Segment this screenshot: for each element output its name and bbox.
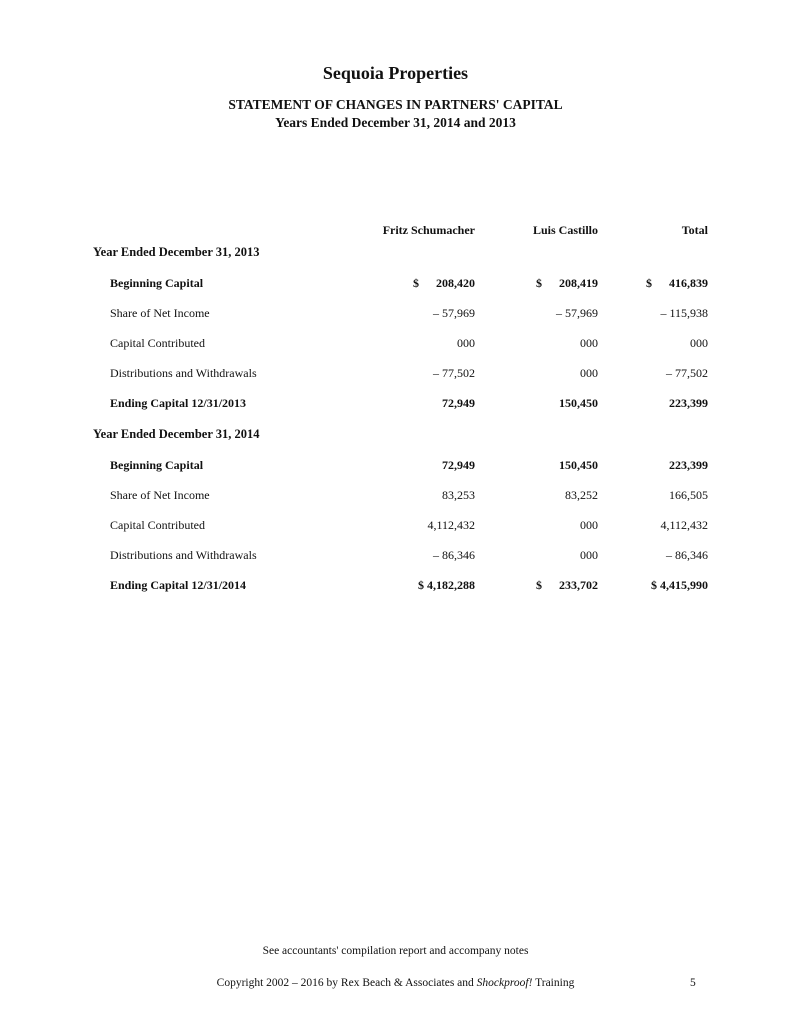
amount-cell [478, 396, 598, 411]
amount-cell [355, 396, 475, 411]
copyright-suffix: Training [532, 977, 575, 989]
amount-value: 223,399 [669, 396, 708, 410]
amount-cell [536, 276, 598, 291]
amount-value: 223,399 [669, 458, 708, 472]
statement-period: Years Ended December 31, 2014 and 2013 [275, 115, 516, 130]
amount-cell [478, 458, 598, 473]
amount-cell [588, 578, 708, 593]
amount-value: 208,419 [559, 276, 598, 290]
amount-cell [355, 548, 475, 563]
amount-value: – 57,969 [556, 306, 598, 320]
amount-cell [478, 306, 598, 321]
column-header-luis-castillo: Luis Castillo [532, 223, 598, 237]
amount-cell [478, 518, 598, 533]
section-title: Year Ended December 31, 2013 [93, 245, 260, 259]
amount-value: 000 [580, 336, 598, 350]
page-number: 5 [690, 977, 696, 989]
row-label: Distributions and Withdrawals [110, 548, 257, 562]
column-header-fritz-schumacher: Fritz Schumacher [382, 223, 475, 237]
row-label: Share of Net Income [110, 488, 210, 502]
amount-value: 83,252 [565, 488, 598, 502]
amount-cell [588, 306, 708, 321]
amount-cell [588, 518, 708, 533]
amount-cell [646, 276, 708, 291]
amount-value: 000 [457, 336, 475, 350]
amount-value: 150,450 [559, 458, 598, 472]
amount-value: – 86,346 [666, 548, 708, 562]
amount-cell [478, 488, 598, 503]
currency-symbol: $ [646, 276, 652, 290]
amount-cell [478, 366, 598, 381]
amount-cell [588, 488, 708, 503]
currency-symbol: $ [536, 578, 542, 592]
row-label: Beginning Capital [110, 276, 204, 290]
company-name: Sequoia Properties [322, 63, 469, 83]
amount-cell [355, 578, 475, 593]
amount-value: – 115,938 [660, 306, 708, 320]
amount-value: 72,949 [442, 458, 475, 472]
amount-value: 000 [580, 366, 598, 380]
amount-value: $ 4,415,990 [651, 578, 708, 592]
amount-cell [413, 276, 475, 291]
amount-cell [588, 396, 708, 411]
copyright-brand: Shockproof! [476, 977, 533, 989]
amount-value: – 77,502 [666, 366, 708, 380]
amount-value: 72,949 [442, 396, 475, 410]
row-label: Ending Capital 12/31/2013 [110, 396, 247, 410]
currency-symbol: $ [536, 276, 542, 290]
amount-value: 4,112,432 [427, 518, 475, 532]
amount-cell [355, 458, 475, 473]
amount-cell [355, 488, 475, 503]
amount-cell [588, 336, 708, 351]
amount-cell [478, 336, 598, 351]
row-label: Share of Net Income [110, 306, 210, 320]
amount-cell [588, 548, 708, 563]
amount-value: 233,702 [559, 578, 598, 592]
row-label: Distributions and Withdrawals [110, 366, 257, 380]
amount-value: – 77,502 [433, 366, 475, 380]
copyright-prefix: Copyright 2002 – 2016 by Rex Beach & Associates and [216, 977, 477, 989]
amount-value: – 86,346 [433, 548, 475, 562]
amount-cell [355, 518, 475, 533]
row-label: Capital Contributed [110, 518, 205, 532]
amount-value: 208,420 [436, 276, 475, 290]
amount-value: – 57,969 [433, 306, 475, 320]
amount-value: 000 [580, 518, 598, 532]
amount-value: 000 [690, 336, 708, 350]
row-label: Capital Contributed [110, 336, 205, 350]
currency-symbol: $ [413, 276, 419, 290]
amount-cell [588, 366, 708, 381]
amount-value: 000 [580, 548, 598, 562]
row-label: Ending Capital 12/31/2014 [110, 578, 247, 592]
section-title: Year Ended December 31, 2014 [93, 427, 260, 441]
amount-cell [355, 366, 475, 381]
statement-title: STATEMENT OF CHANGES IN PARTNERS' CAPITAL [228, 97, 563, 112]
amount-cell [478, 548, 598, 563]
copyright-line [0, 977, 791, 989]
amount-cell [355, 306, 475, 321]
amount-cell [588, 458, 708, 473]
amount-value: 416,839 [669, 276, 708, 290]
amount-value: 150,450 [559, 396, 598, 410]
amount-value: 83,253 [442, 488, 475, 502]
amount-value: $ 4,182,288 [418, 578, 475, 592]
column-header-total: Total [681, 223, 708, 237]
footer-note: See accountants' compilation report and accompany notes [262, 945, 529, 957]
amount-value: 4,112,432 [660, 518, 708, 532]
amount-cell [355, 336, 475, 351]
row-label: Beginning Capital [110, 458, 204, 472]
amount-value: 166,505 [669, 488, 708, 502]
